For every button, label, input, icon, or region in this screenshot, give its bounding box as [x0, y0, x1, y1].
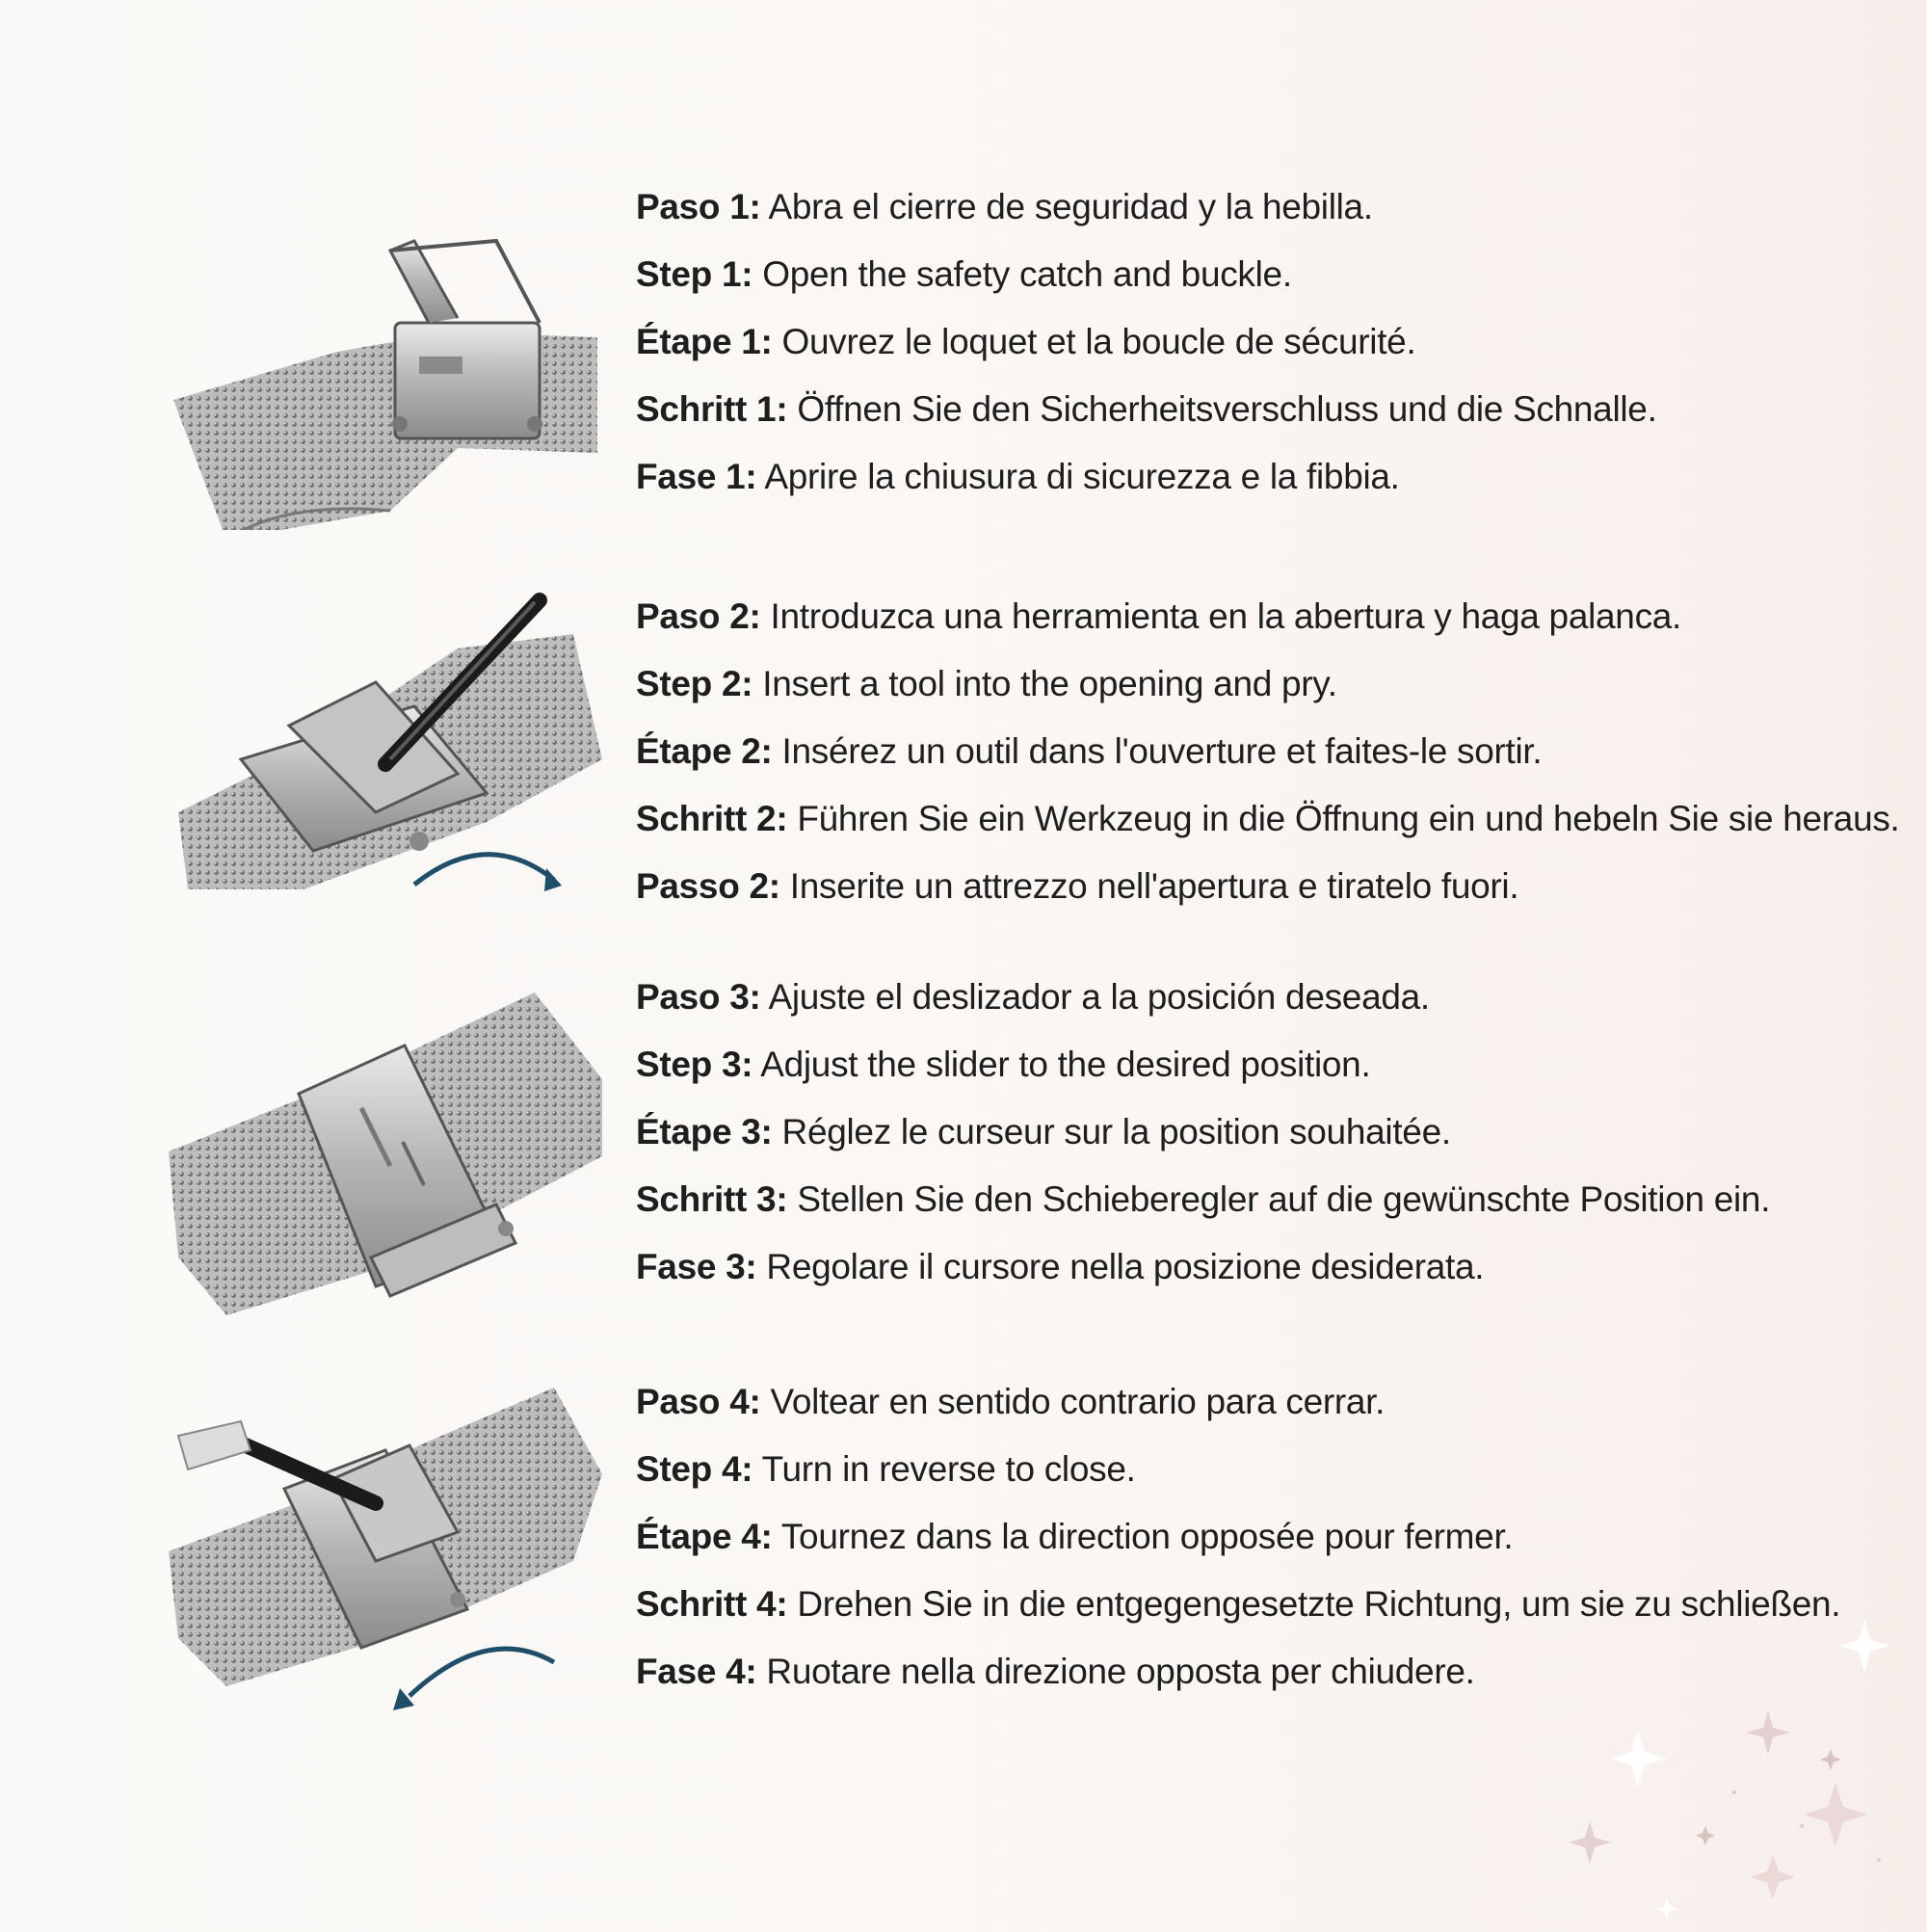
step-4-line-de: Schritt 4: Drehen Sie in die entgegengesetzte Richtung, um sie zu schließen. [636, 1584, 1841, 1624]
step-3-line-en: Step 3: Adjust the slider to the desired position. [636, 1045, 1371, 1084]
step-2-line-es: Paso 2: Introduzca una herramienta en la abertura y haga palanca. [636, 596, 1682, 636]
step-2-line-de: Schritt 2: Führen Sie ein Werkzeug in die Öffnung ein und hebeln Sie sie heraus. [636, 799, 1900, 838]
step-2-line-it: Passo 2: Inserite un attrezzo nell'apertura e tiratelo fuori. [636, 866, 1519, 906]
step-4-line-en: Step 4: Turn in reverse to close. [636, 1449, 1136, 1489]
mesh-strap-pry-tool-icon [169, 591, 602, 904]
step-4-line-fr: Étape 4: Tournez dans la direction opposée pour fermer. [636, 1517, 1514, 1556]
step-2-line-fr: Étape 2: Insérez un outil dans l'ouverture et faites-le sortir. [636, 731, 1543, 771]
step-1-line-fr: Étape 1: Ouvrez le loquet et la boucle de sécurité. [636, 322, 1416, 361]
step-2-line-en: Step 2: Insert a tool into the opening and pry. [636, 664, 1337, 703]
mesh-strap-buckle-open-icon [169, 212, 602, 530]
step-1-lines [636, 173, 1657, 511]
step-3-line-it: Fase 3: Regolare il cursore nella posizione desiderata. [636, 1247, 1485, 1286]
step-1-line-es: Paso 1: Abra el cierre de seguridad y la hebilla. [636, 187, 1373, 226]
mesh-strap-close-reverse-icon [169, 1388, 602, 1715]
step-1-line-de: Schritt 1: Öffnen Sie den Sicherheitsverschluss und die Schnalle. [636, 389, 1657, 429]
step-4-line-es: Paso 4: Voltear en sentido contrario para cerrar. [636, 1382, 1386, 1421]
mesh-strap-slider-icon [169, 988, 602, 1315]
step-2-lines [636, 583, 1900, 920]
step-3-line-fr: Étape 3: Réglez le curseur sur la position souhaitée. [636, 1112, 1451, 1151]
step-3-line-de: Schritt 3: Stellen Sie den Schieberegler auf die gewünschte Position ein. [636, 1179, 1771, 1219]
step-1-line-en: Step 1: Open the safety catch and buckle. [636, 254, 1292, 294]
step-3-line-es: Paso 3: Ajuste el deslizador a la posición deseada. [636, 977, 1430, 1017]
step-1-line-it: Fase 1: Aprire la chiusura di sicurezza e la fibbia. [636, 457, 1400, 496]
step-3-lines [636, 964, 1770, 1301]
sparkles-icon [1542, 1619, 1927, 1927]
step-4-line-it: Fase 4: Ruotare nella direzione opposta per chiudere. [636, 1652, 1475, 1691]
